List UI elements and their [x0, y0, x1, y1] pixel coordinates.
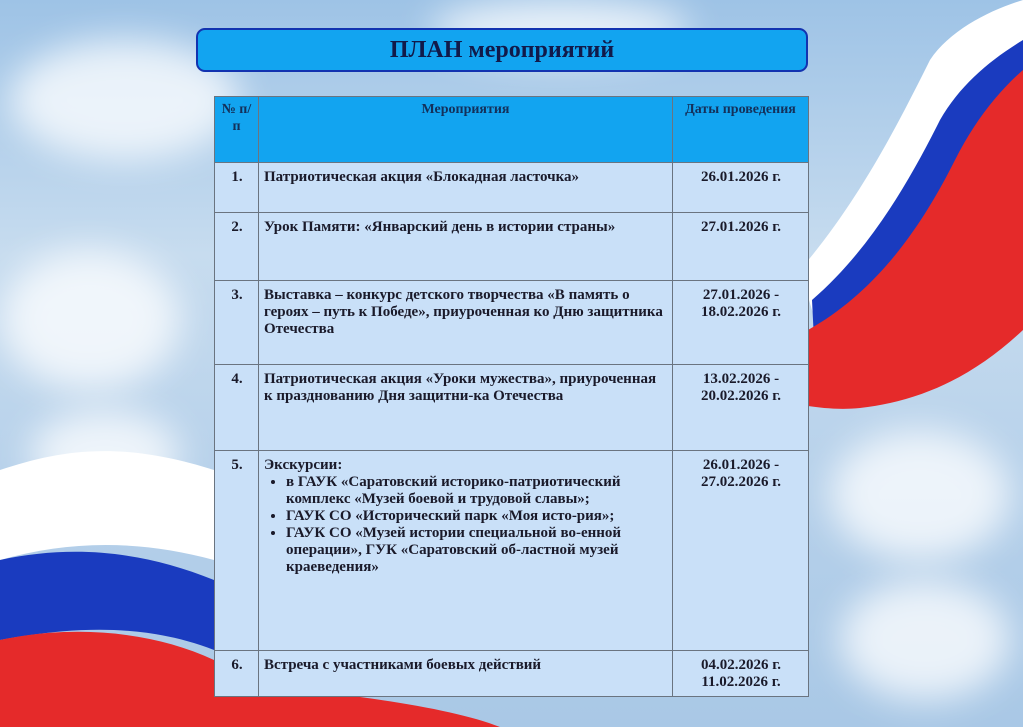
row-dates: 26.01.2026 - 27.02.2026 г. [673, 451, 809, 651]
header-dates: Даты проведения [673, 97, 809, 163]
flag-left-white [0, 451, 214, 560]
row-num: 1. [215, 163, 259, 213]
row-event: Встреча с участниками боевых действий [259, 651, 673, 697]
table-row [215, 651, 809, 697]
table-row [215, 213, 809, 281]
row-event-excursions [259, 451, 673, 651]
list-item: • ГАУК СО «Исторический парк «Моя исто-рия»; [286, 508, 668, 525]
excursion-list [264, 474, 668, 576]
row-dates: 26.01.2026 г. [673, 163, 809, 213]
header-event: Мероприятия [259, 97, 673, 163]
row-event: Патриотическая акция «Уроки мужества», приуроченная к празднованию Дня защитни-ка Отечества [259, 365, 673, 451]
row-dates: 27.01.2026 г. [673, 213, 809, 281]
header-num: № п/п [215, 97, 259, 163]
row-num: 6. [215, 651, 259, 697]
row-num: 5. [215, 451, 259, 651]
list-item: • в ГАУК «Саратовский историко-патриотический комплекс «Музей боевой и трудовой славы»; [286, 474, 668, 508]
row-event: Экскурсии: [264, 457, 343, 473]
row-dates: 27.01.2026 - 18.02.2026 г. [673, 281, 809, 365]
table-row [215, 451, 809, 651]
row-dates: 04.02.2026 г. 11.02.2026 г. [673, 651, 809, 697]
row-num: 3. [215, 281, 259, 365]
page-title [196, 28, 808, 72]
table-header-row [215, 97, 809, 163]
row-num: 2. [215, 213, 259, 281]
row-event: Урок Памяти: «Январский день в истории страны» [259, 213, 673, 281]
row-event: Патриотическая акция «Блокадная ласточка» [259, 163, 673, 213]
table-row [215, 365, 809, 451]
list-item: • ГАУК СО «Музей истории специальной во-енной операции», ГУК «Саратовский об-ластной музей краеведения» [286, 525, 668, 576]
row-event: Выставка – конкурс детского творчества «В память о героях – путь к Победе», приуроченная ко Дню защитника Отечества [259, 281, 673, 365]
row-num: 4. [215, 365, 259, 451]
events-table [214, 96, 809, 697]
row-dates: 13.02.2026 - 20.02.2026 г. [673, 365, 809, 451]
table-row [215, 281, 809, 365]
page-title-text: ПЛАН мероприятий [389, 36, 615, 63]
table-row [215, 163, 809, 213]
